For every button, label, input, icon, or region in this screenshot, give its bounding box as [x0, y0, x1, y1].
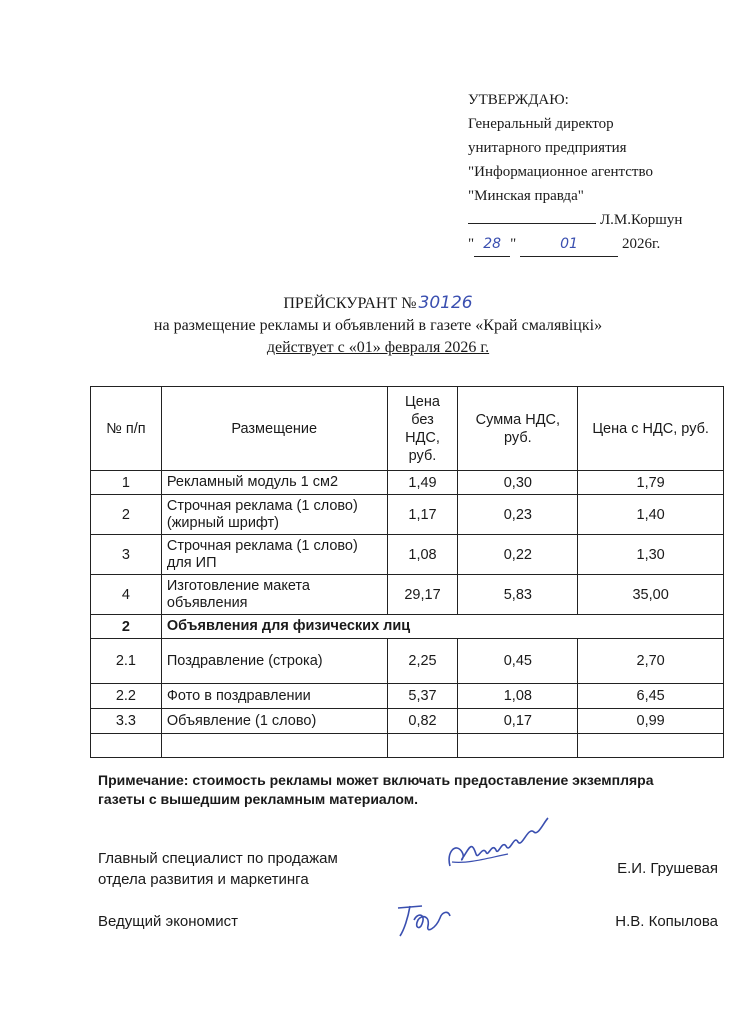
approval-signer: Л.М.Коршун	[600, 212, 683, 228]
section-number: 2	[91, 615, 162, 639]
cell-placement: Поздравление (строка)	[161, 639, 387, 684]
note: Примечание: стоимость рекламы может включать предоставление экземпляра газеты с вышедшим рекламным материалом.	[98, 772, 654, 807]
table-row	[91, 709, 724, 734]
table-header-row	[91, 387, 724, 471]
title-heading: ПРЕЙСКУРАНТ №	[283, 295, 417, 312]
table-section-row	[91, 615, 724, 639]
cell-number: 2.1	[91, 639, 162, 684]
document-title	[0, 292, 756, 359]
table-row	[91, 495, 724, 535]
date-year: 2026г.	[622, 236, 661, 252]
table-row	[91, 639, 724, 684]
date-month: 01	[520, 232, 618, 257]
cell-total: 1,79	[578, 471, 724, 495]
cell-price: 0,82	[387, 709, 458, 734]
col-header-price-with-vat: Цена с НДС, руб.	[578, 387, 724, 471]
signature-row-2	[98, 911, 718, 933]
title-heading-line	[0, 292, 756, 315]
table-row	[91, 575, 724, 615]
cell-vat: 5,83	[458, 575, 578, 615]
cell-total: 0,99	[578, 709, 724, 734]
cell-price: 2,25	[387, 639, 458, 684]
col-header-vat-amount: Сумма НДС, руб.	[458, 387, 578, 471]
price-list-number: 30126	[418, 293, 473, 313]
cell-vat: 0,22	[458, 535, 578, 575]
cell-vat: 0,45	[458, 639, 578, 684]
cell-number: 1	[91, 471, 162, 495]
date-day: 28	[474, 232, 510, 257]
cell-vat: 0,30	[458, 471, 578, 495]
approval-line-2: унитарного предприятия	[468, 140, 627, 156]
cell-placement: Строчная реклама (1 слово) для ИП	[161, 535, 387, 575]
cell-empty	[458, 734, 578, 758]
approval-line-3: "Информационное агентство	[468, 164, 653, 180]
cell-total: 1,30	[578, 535, 724, 575]
table-row-empty	[91, 734, 724, 758]
cell-vat: 1,08	[458, 684, 578, 709]
section-title: Объявления для физических лиц	[161, 615, 723, 639]
cell-price: 1,17	[387, 495, 458, 535]
cell-price: 1,08	[387, 535, 458, 575]
cell-number: 2.2	[91, 684, 162, 709]
approval-date	[468, 232, 738, 257]
signature-blank-line	[468, 208, 596, 224]
approval-line-1: Генеральный директор	[468, 116, 614, 132]
cell-price: 29,17	[387, 575, 458, 615]
cell-total: 35,00	[578, 575, 724, 615]
cell-empty	[161, 734, 387, 758]
cell-placement: Объявление (1 слово)	[161, 709, 387, 734]
cell-total: 2,70	[578, 639, 724, 684]
cell-vat: 0,23	[458, 495, 578, 535]
cell-empty	[91, 734, 162, 758]
table-row	[91, 535, 724, 575]
cell-placement: Фото в поздравлении	[161, 684, 387, 709]
col-header-price-no-vat: Цена без НДС, руб.	[387, 387, 458, 471]
col-header-placement: Размещение	[161, 387, 387, 471]
cell-vat: 0,17	[458, 709, 578, 734]
signature-row-1	[98, 848, 718, 892]
title-subtitle: на размещение рекламы и объявлений в газете «Край смалявіцкі»	[153, 317, 603, 334]
signer-position	[98, 848, 418, 890]
date-quote-open: "	[468, 236, 475, 252]
cell-empty	[387, 734, 458, 758]
signer-name: Е.И. Грушевая	[617, 860, 718, 877]
cell-empty	[578, 734, 724, 758]
signer-position-line-2: отдела развития и маркетинга	[98, 871, 309, 888]
col-header-number: № п/п	[91, 387, 162, 471]
cell-total: 1,40	[578, 495, 724, 535]
signer-position-line-1: Главный специалист по продажам	[98, 850, 338, 867]
cell-price: 1,49	[387, 471, 458, 495]
cell-number: 2	[91, 495, 162, 535]
price-table	[90, 386, 724, 758]
approval-heading: УТВЕРЖДАЮ:	[468, 92, 569, 108]
cell-placement: Рекламный модуль 1 см2	[161, 471, 387, 495]
signer-position: Ведущий экономист	[98, 913, 238, 930]
title-effective-date: действует с «01» февраля 2026 г.	[266, 339, 490, 356]
approval-signer-line	[468, 208, 738, 232]
cell-number: 3	[91, 535, 162, 575]
cell-price: 5,37	[387, 684, 458, 709]
cell-number: 4	[91, 575, 162, 615]
table-row	[91, 471, 724, 495]
approval-block	[468, 88, 738, 257]
cell-total: 6,45	[578, 684, 724, 709]
date-quote-close: "	[510, 236, 517, 252]
cell-placement: Строчная реклама (1 слово) (жирный шрифт)	[161, 495, 387, 535]
table-row	[91, 684, 724, 709]
cell-number: 3.3	[91, 709, 162, 734]
signer-name: Н.В. Копылова	[615, 913, 718, 930]
cell-placement: Изготовление макета объявления	[161, 575, 387, 615]
approval-line-4: "Минская правда"	[468, 188, 584, 204]
